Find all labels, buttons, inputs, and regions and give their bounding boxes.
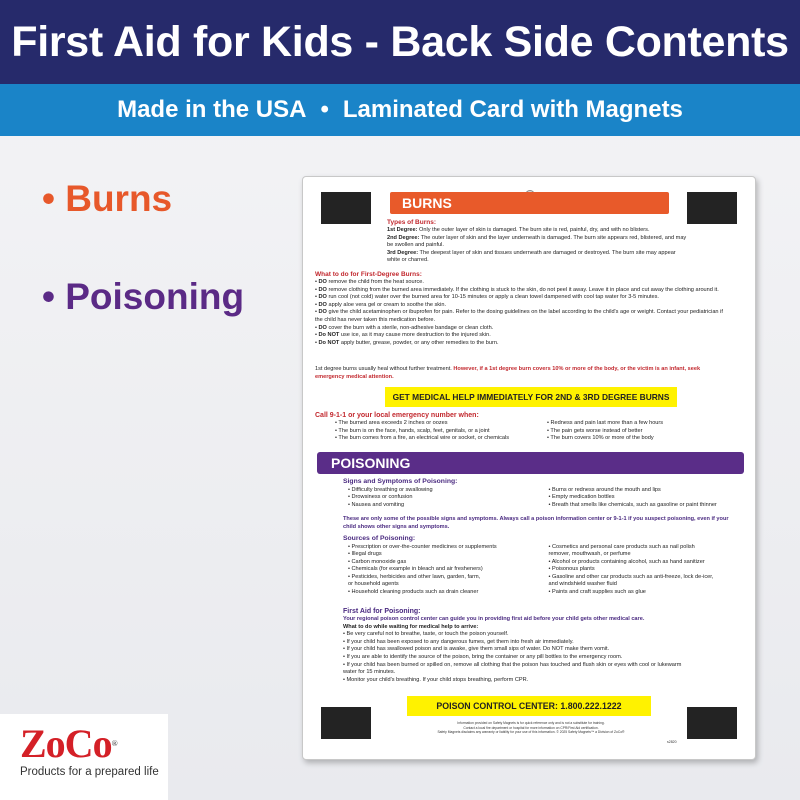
magnet-top-left — [321, 192, 371, 224]
list-item: • DO remove clothing from the burned area immediately. If the clothing is stuck to the skin, do not peel it away. Leave it in place and cut away the clothing around it. — [315, 286, 719, 293]
first-aid-heading: First Aid for Poisoning: — [343, 608, 421, 615]
poison-control-banner: POISON CONTROL CENTER: 1.800.222.1222 — [407, 696, 651, 716]
call-911-section — [315, 411, 745, 443]
medical-help-banner: GET MEDICAL HELP IMMEDIATELY FOR 2ND & 3RD DEGREE BURNS — [385, 387, 677, 407]
list-item: • DO apply aloe vera gel or cream to soothe the skin. — [315, 301, 446, 308]
signs-section — [343, 478, 745, 509]
registered-mark: ® — [111, 739, 117, 748]
subtitle-banner — [0, 84, 800, 136]
page-title: First Aid for Kids - Back Side Contents — [11, 17, 789, 66]
list-item: • DO give the child acetaminophen or ibuprofen for pain. Refer to the dosing guidelines on the label according to the child's age or weight. Contact your pediatrician if the child has never taken this medication before. — [315, 309, 723, 323]
product-code: s2820 — [667, 740, 677, 744]
magnet-top-right — [687, 192, 737, 224]
made-in-usa-label: Made in the USA — [117, 96, 307, 123]
magnet-bottom-left — [321, 707, 371, 739]
list-item: • DO run cool (not cold) water over the burned area for 10-15 minutes or apply a clean towel dampened with cool tap water for 3-5 minutes. — [315, 294, 659, 301]
signs-right-list: • Burns or redness around the mouth and lips • Empty medication bottles • Breath that smells like chemicals, such as gasoline or paint thinner — [548, 486, 717, 508]
list-item: • DO remove the child from the heat source. — [315, 279, 424, 285]
first-aid-intro: Your regional poison control center can guide you in providing first aid before your child gets other medical care. — [343, 616, 645, 622]
type-3rd-degree: 3rd Degree: The deepest layer of skin and tissues underneath are damaged or destroyed. The burn site may appear white or charred. — [387, 249, 676, 264]
first-aid-poisoning-section: First Aid for Poisoning: Your regional poison control center can guide you in providing first aid before your child gets other medical care. What to do while waiting for medical help to arrive: • Be very careful not to breathe, taste, or touch the poison yourself. • If your child has been exposed to any dangerous fumes, get them into fresh air immediately. • If your child has swallowed poison and is awake, give them small sips of water. Do NOT make them vomit. • If you are able to identify the source of the poison, bring the container or any pill bottles to the emergency room. • If your child has been burned or spilled on, remove all clothing that the poison has touched and flush skin or eyes with cool or lukewarm water for 15 minutes. • Monitor your child's breathing. If your child stops breathing, perform CPR. — [343, 607, 747, 684]
burns-section-header: BURNS — [390, 192, 669, 214]
heal-note: 1st degree burns usually heal without further treatment. However, if a 1st degree burn covers 10% or more of the body, or the victim is an infant, seek emergency medical attention. — [315, 366, 701, 380]
types-of-burns — [387, 219, 687, 265]
first-degree-instructions — [315, 271, 725, 347]
laminated-card-label: Laminated Card with Magnets — [342, 96, 683, 123]
first-degree-heading: What to do for First-Degree Burns: — [315, 271, 422, 278]
list-item: • Do NOT apply butter, grease, powder, or any other remedies to the burn. — [315, 339, 499, 346]
poisoning-section-header: POISONING — [317, 452, 744, 474]
brand-wordmark: ZoCo® — [20, 721, 117, 766]
sources-heading: Sources of Poisoning: — [343, 535, 416, 542]
signs-note: These are only some of the possible signs and symptoms. Always call a poison information center or 9-1-1 if you suspect poisoning, even if your child shows other signs and symptoms. — [343, 516, 729, 530]
sources-right-list: • Cosmetics and personal care products such as nail polish remover, mouthwash, or perfume • Alcohol or products containing alcohol, such as hand sanitizer • Poisonous plants • Gasoline and other car products such as anti-freeze, lock de-icer, and windshield washer fluid • Paints and craft supplies such as glue — [548, 543, 714, 596]
first-aid-subhead: What to do while waiting for medical help to arrive: — [343, 623, 479, 630]
title-banner — [0, 0, 800, 84]
sources-left-list: • Prescription or over-the-counter medicines or supplements • Illegal drugs • Carbon monoxide gas • Chemicals (for example in bleach and air fresheners) • Pesticides, herbicides and other lawn, garden, farm, or household agents • Household cleaning products such as drain cleaner — [348, 543, 497, 596]
fine-print: Information provided on Safety Magnets is for quick reference only and is not a substitute for training. Contact a local fire department or hospital for more information on CPR/First Aid certification. Safety Magnets disclaims any warranty or liability for your use of this information. © 2025 Safety Magnets™ a Division of ZoCo® — [437, 721, 625, 735]
sources-section — [343, 535, 745, 597]
brand-tagline: Products for a prepared life — [20, 766, 159, 778]
signs-heading: Signs and Symptoms of Poisoning: — [343, 478, 458, 485]
list-item: • Do NOT use ice, as it may cause more destruction to the injured skin. — [315, 332, 491, 339]
type-1st-degree: 1st Degree: Only the outer layer of skin is damaged. The burn site is red, painful, dry, and with no blisters. — [387, 227, 650, 233]
type-2nd-degree: 2nd Degree: The outer layer of skin and the layer underneath is damaged. The burn site appears red, blistered, and may be swollen and painful. — [387, 234, 687, 249]
call-left-list: • The burned area exceeds 2 inches or oozes • The burn is on the face, hands, scalp, feet, genitals, or a joint • The burn comes from a fire, an electrical wire or socket, or chemicals — [335, 420, 510, 442]
signs-left-list: • Difficulty breathing or swallowing • Drowsiness or confusion • Nausea and vomiting — [348, 486, 433, 508]
topic-poisoning: • Poisoning — [42, 276, 245, 317]
topic-burns: • Burns — [42, 178, 173, 219]
call-right-list: • Redness and pain last more than a few hours • The pain gets worse instead of better • The burn covers 10% or more of the body — [547, 420, 664, 442]
magnet-bottom-right — [687, 707, 737, 739]
call-heading: Call 9-1-1 or your local emergency number when: — [315, 412, 479, 419]
bullet-separator: • — [320, 96, 329, 123]
list-item: • DO cover the burn with a sterile, non-adhesive bandage or clean cloth. — [315, 324, 494, 331]
zoco-logo — [0, 714, 168, 800]
types-heading: Types of Burns: — [387, 219, 436, 226]
first-aid-card — [302, 176, 756, 760]
